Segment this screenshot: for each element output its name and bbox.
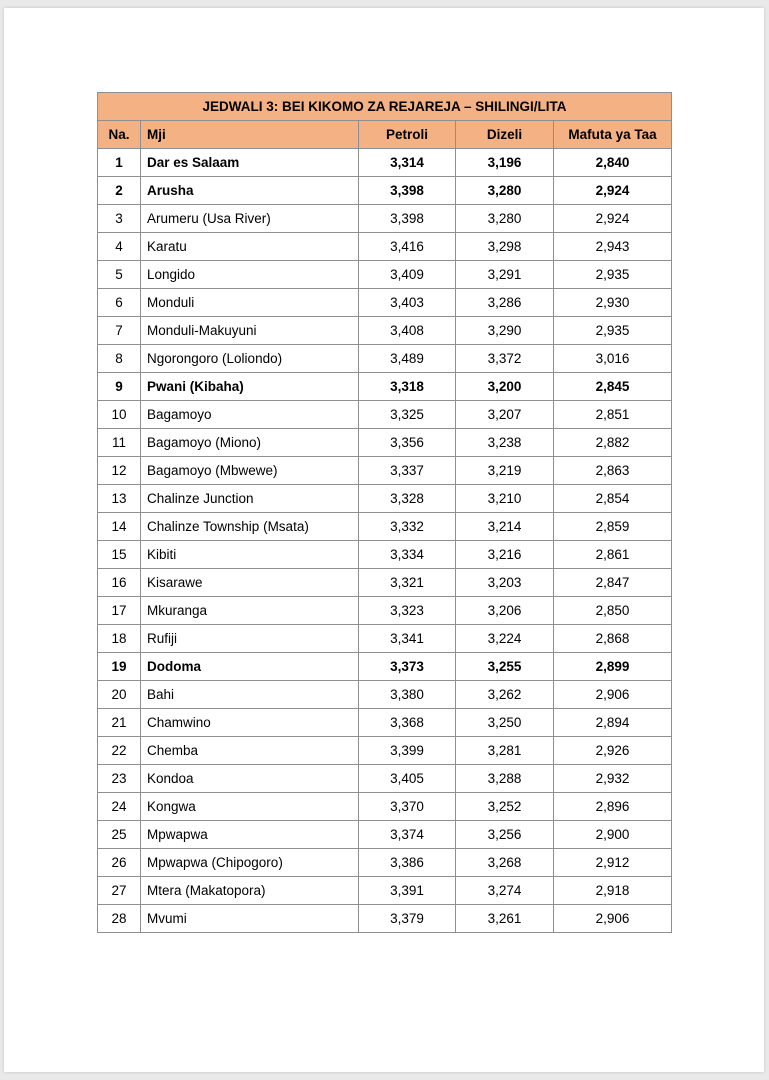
table-row — [98, 289, 672, 317]
row-diesel-price: 3,274 — [456, 877, 554, 905]
row-kerosene-price: 2,924 — [554, 205, 672, 233]
row-number: 8 — [98, 345, 141, 373]
row-number: 23 — [98, 765, 141, 793]
table-row — [98, 765, 672, 793]
row-number: 28 — [98, 905, 141, 933]
row-kerosene-price: 2,900 — [554, 821, 672, 849]
row-kerosene-price: 2,918 — [554, 877, 672, 905]
table-row — [98, 233, 672, 261]
row-city: Arusha — [141, 177, 359, 205]
row-kerosene-price: 2,882 — [554, 429, 672, 457]
row-kerosene-price: 2,851 — [554, 401, 672, 429]
row-kerosene-price: 2,894 — [554, 709, 672, 737]
row-kerosene-price: 2,847 — [554, 569, 672, 597]
row-kerosene-price: 3,016 — [554, 345, 672, 373]
row-city: Kisarawe — [141, 569, 359, 597]
row-petrol-price: 3,379 — [359, 905, 456, 933]
row-petrol-price: 3,332 — [359, 513, 456, 541]
row-number: 22 — [98, 737, 141, 765]
table-row — [98, 401, 672, 429]
row-petrol-price: 3,370 — [359, 793, 456, 821]
table-row — [98, 373, 672, 401]
row-diesel-price: 3,238 — [456, 429, 554, 457]
row-kerosene-price: 2,850 — [554, 597, 672, 625]
table-row — [98, 681, 672, 709]
table-row — [98, 597, 672, 625]
fuel-price-table — [97, 92, 672, 933]
row-city: Rufiji — [141, 625, 359, 653]
row-number: 17 — [98, 597, 141, 625]
row-kerosene-price: 2,899 — [554, 653, 672, 681]
row-city: Mvumi — [141, 905, 359, 933]
row-kerosene-price: 2,845 — [554, 373, 672, 401]
table-row — [98, 317, 672, 345]
row-number: 19 — [98, 653, 141, 681]
row-number: 26 — [98, 849, 141, 877]
row-diesel-price: 3,214 — [456, 513, 554, 541]
row-city: Bagamoyo — [141, 401, 359, 429]
row-number: 1 — [98, 149, 141, 177]
row-petrol-price: 3,398 — [359, 205, 456, 233]
row-kerosene-price: 2,924 — [554, 177, 672, 205]
row-kerosene-price: 2,906 — [554, 905, 672, 933]
row-city: Monduli — [141, 289, 359, 317]
table-row — [98, 905, 672, 933]
row-number: 15 — [98, 541, 141, 569]
row-city: Bagamoyo (Miono) — [141, 429, 359, 457]
row-number: 3 — [98, 205, 141, 233]
row-kerosene-price: 2,935 — [554, 261, 672, 289]
table-row — [98, 149, 672, 177]
row-kerosene-price: 2,932 — [554, 765, 672, 793]
header-kerosene: Mafuta ya Taa — [554, 121, 672, 149]
row-kerosene-price: 2,859 — [554, 513, 672, 541]
row-diesel-price: 3,261 — [456, 905, 554, 933]
row-number: 14 — [98, 513, 141, 541]
table-row — [98, 653, 672, 681]
row-city: Karatu — [141, 233, 359, 261]
row-diesel-price: 3,252 — [456, 793, 554, 821]
row-petrol-price: 3,398 — [359, 177, 456, 205]
row-kerosene-price: 2,861 — [554, 541, 672, 569]
table-row — [98, 485, 672, 513]
table-row — [98, 261, 672, 289]
row-diesel-price: 3,372 — [456, 345, 554, 373]
row-diesel-price: 3,290 — [456, 317, 554, 345]
row-kerosene-price: 2,868 — [554, 625, 672, 653]
row-city: Chemba — [141, 737, 359, 765]
row-diesel-price: 3,262 — [456, 681, 554, 709]
row-kerosene-price: 2,896 — [554, 793, 672, 821]
row-diesel-price: 3,298 — [456, 233, 554, 261]
header-number: Na. — [98, 121, 141, 149]
row-kerosene-price: 2,935 — [554, 317, 672, 345]
row-petrol-price: 3,337 — [359, 457, 456, 485]
row-diesel-price: 3,250 — [456, 709, 554, 737]
row-number: 27 — [98, 877, 141, 905]
row-petrol-price: 3,409 — [359, 261, 456, 289]
row-kerosene-price: 2,912 — [554, 849, 672, 877]
row-petrol-price: 3,341 — [359, 625, 456, 653]
row-diesel-price: 3,288 — [456, 765, 554, 793]
row-diesel-price: 3,206 — [456, 597, 554, 625]
row-petrol-price: 3,386 — [359, 849, 456, 877]
row-petrol-price: 3,405 — [359, 765, 456, 793]
row-city: Dar es Salaam — [141, 149, 359, 177]
row-diesel-price: 3,255 — [456, 653, 554, 681]
row-number: 6 — [98, 289, 141, 317]
table-row — [98, 793, 672, 821]
table-header-row — [98, 121, 672, 149]
table-row — [98, 513, 672, 541]
row-diesel-price: 3,280 — [456, 177, 554, 205]
row-city: Bagamoyo (Mbwewe) — [141, 457, 359, 485]
table-row — [98, 849, 672, 877]
table-row — [98, 709, 672, 737]
row-number: 9 — [98, 373, 141, 401]
table-row — [98, 877, 672, 905]
row-diesel-price: 3,268 — [456, 849, 554, 877]
row-city: Kongwa — [141, 793, 359, 821]
row-kerosene-price: 2,943 — [554, 233, 672, 261]
row-number: 11 — [98, 429, 141, 457]
table-row — [98, 569, 672, 597]
row-petrol-price: 3,321 — [359, 569, 456, 597]
row-number: 4 — [98, 233, 141, 261]
row-petrol-price: 3,416 — [359, 233, 456, 261]
row-city: Mpwapwa (Chipogoro) — [141, 849, 359, 877]
row-diesel-price: 3,210 — [456, 485, 554, 513]
row-petrol-price: 3,314 — [359, 149, 456, 177]
table-body — [98, 149, 672, 933]
row-city: Dodoma — [141, 653, 359, 681]
row-number: 7 — [98, 317, 141, 345]
row-city: Chalinze Township (Msata) — [141, 513, 359, 541]
row-petrol-price: 3,408 — [359, 317, 456, 345]
table-row — [98, 205, 672, 233]
row-city: Kibiti — [141, 541, 359, 569]
row-number: 5 — [98, 261, 141, 289]
row-petrol-price: 3,323 — [359, 597, 456, 625]
row-kerosene-price: 2,926 — [554, 737, 672, 765]
row-petrol-price: 3,374 — [359, 821, 456, 849]
document-page — [4, 8, 764, 1072]
row-city: Kondoa — [141, 765, 359, 793]
row-petrol-price: 3,391 — [359, 877, 456, 905]
row-kerosene-price: 2,840 — [554, 149, 672, 177]
row-petrol-price: 3,356 — [359, 429, 456, 457]
row-kerosene-price: 2,906 — [554, 681, 672, 709]
row-number: 24 — [98, 793, 141, 821]
table-title: JEDWALI 3: BEI KIKOMO ZA REJAREJA – SHILINGI/LITA — [98, 93, 672, 121]
row-number: 21 — [98, 709, 141, 737]
row-city: Chalinze Junction — [141, 485, 359, 513]
row-number: 20 — [98, 681, 141, 709]
row-number: 25 — [98, 821, 141, 849]
header-city: Mji — [141, 121, 359, 149]
row-kerosene-price: 2,863 — [554, 457, 672, 485]
row-city: Mkuranga — [141, 597, 359, 625]
row-petrol-price: 3,373 — [359, 653, 456, 681]
row-diesel-price: 3,291 — [456, 261, 554, 289]
row-petrol-price: 3,328 — [359, 485, 456, 513]
row-kerosene-price: 2,854 — [554, 485, 672, 513]
row-petrol-price: 3,489 — [359, 345, 456, 373]
row-number: 12 — [98, 457, 141, 485]
row-city: Pwani (Kibaha) — [141, 373, 359, 401]
row-diesel-price: 3,224 — [456, 625, 554, 653]
row-diesel-price: 3,219 — [456, 457, 554, 485]
header-diesel: Dizeli — [456, 121, 554, 149]
row-diesel-price: 3,196 — [456, 149, 554, 177]
row-diesel-price: 3,200 — [456, 373, 554, 401]
row-number: 18 — [98, 625, 141, 653]
row-petrol-price: 3,399 — [359, 737, 456, 765]
row-city: Ngorongoro (Loliondo) — [141, 345, 359, 373]
table-row — [98, 625, 672, 653]
row-petrol-price: 3,403 — [359, 289, 456, 317]
row-petrol-price: 3,325 — [359, 401, 456, 429]
row-number: 13 — [98, 485, 141, 513]
row-city: Mtera (Makatopora) — [141, 877, 359, 905]
row-petrol-price: 3,334 — [359, 541, 456, 569]
row-diesel-price: 3,280 — [456, 205, 554, 233]
row-city: Mpwapwa — [141, 821, 359, 849]
table-row — [98, 429, 672, 457]
row-petrol-price: 3,368 — [359, 709, 456, 737]
row-city: Chamwino — [141, 709, 359, 737]
row-city: Longido — [141, 261, 359, 289]
table-row — [98, 541, 672, 569]
row-diesel-price: 3,256 — [456, 821, 554, 849]
row-number: 2 — [98, 177, 141, 205]
row-diesel-price: 3,281 — [456, 737, 554, 765]
row-petrol-price: 3,380 — [359, 681, 456, 709]
table-title-row — [98, 93, 672, 121]
row-number: 10 — [98, 401, 141, 429]
row-city: Bahi — [141, 681, 359, 709]
header-petrol: Petroli — [359, 121, 456, 149]
table-row — [98, 737, 672, 765]
row-diesel-price: 3,207 — [456, 401, 554, 429]
row-kerosene-price: 2,930 — [554, 289, 672, 317]
table-row — [98, 177, 672, 205]
table-row — [98, 821, 672, 849]
table-row — [98, 345, 672, 373]
row-city: Arumeru (Usa River) — [141, 205, 359, 233]
table-row — [98, 457, 672, 485]
row-diesel-price: 3,216 — [456, 541, 554, 569]
row-diesel-price: 3,203 — [456, 569, 554, 597]
row-number: 16 — [98, 569, 141, 597]
row-city: Monduli-Makuyuni — [141, 317, 359, 345]
row-diesel-price: 3,286 — [456, 289, 554, 317]
row-petrol-price: 3,318 — [359, 373, 456, 401]
